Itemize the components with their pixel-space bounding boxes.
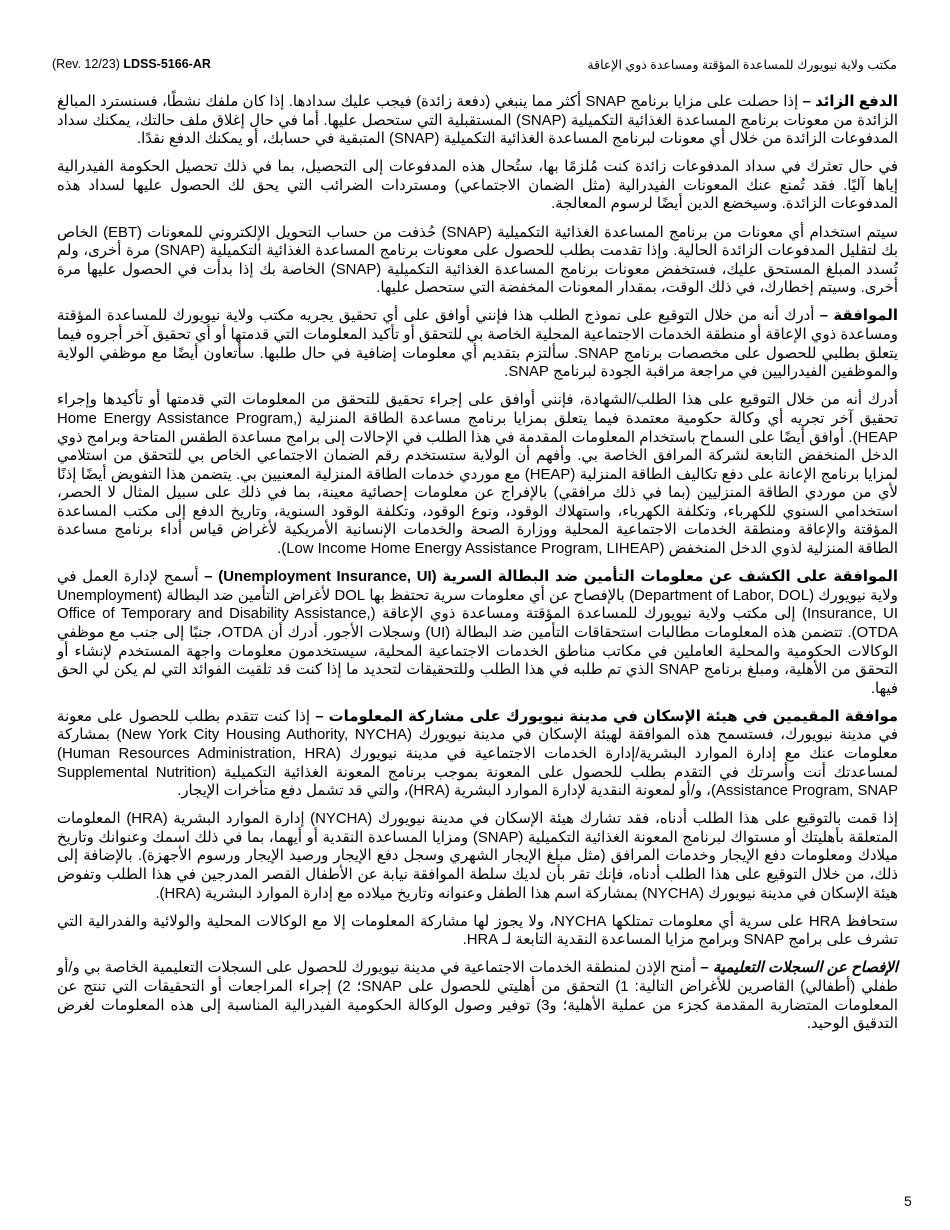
body-paragraph [57, 959, 898, 1033]
body-paragraph [57, 568, 898, 698]
agency-name: مكتب ولاية نيويورك للمساعدة المؤقتة ومساعدة ذوي الإعاقة [587, 58, 897, 72]
body-paragraph [57, 708, 898, 801]
body-paragraph [57, 224, 898, 298]
page-header [52, 57, 897, 77]
paragraph-text: ستحافظ HRA على سرية أي معلومات تمتلكها NYCHA، ولا يجوز لها مشاركة المعلومات إلا مع الوكالات المحلية والولائية والفدرالية التي تشرف على برامج SNAP وبرامج مزايا المساعدة النقدية التابعة لـ HRA. [57, 913, 898, 949]
paragraph-text: أدرك أنه من خلال التوقيع على هذا الطلب/الشهادة، فإنني أوافق على إجراء تحقيق للتحقق من المعلومات التي قدمتها أو تأكيدها وإجراء تحقيق آخر تجريه أي وكالة حكومية معتمدة فيما يتعلق بمزايا برنامج مساعدة الطاقة المنزلية (Home Energy Assistance Program, HEAP). أوافق أيضًا على السماح باستخدام المعلومات المقدمة في هذا الطلب في الإحالات إلى برامج مساعدة الطقس المتاحة وبرامج ذوي الدخل المنخفض التابعة لشركة المرافق الخاصة بي. وأفهم أن الولاية ستستخدم رقم الضمان الاجتماعي الخاص بي للتحقق من استلامي لمزايا برنامج الإعانة على دفع تكاليف الطاقة المنزلية (HEAP) مع موردي خدمات الطاقة المنزلية المعنيين بي. يتضمن هذا التفويض أيضًا إذنًا لأي من موردي الطاقة المنزليين (بما في ذلك مرافقي) بالإفراج عن معلومات إحصائية معينة، بما في ذلك على سبيل المثال لا الحصر، استخدامي السنوي للكهرباء، وتكلفة الكهرباء، واستهلاك الوقود، ونوع الوقود، وتكلفة الوقود السنوية، وتاريخ الدفع إلى مكتب المساعدة المؤقتة والإعاقة ومنطقة الخدمات الاجتماعية المحلية ووزارة الصحة والخدمات الإنسانية الأمريكية لأغراض قياس أداء برنامج مساعدة الطاقة المنزلية لذوي الدخل المنخفض (Low Income Home Energy Assistance Program, LIHEAP). [57, 392, 899, 558]
form-revision: (Rev. 12/23) [52, 57, 120, 71]
paragraph-text: سيتم استخدام أي معونات من برنامج المساعدة الغذائية التكميلية (SNAP) حُذفت من حساب التحويل الإلكتروني للمعونات (EBT) الخاص بك لتقليل المدفوعات الزائدة الحالية. وإذا تقدمت بطلب للحصول على معونات برنامج المساعدة الغذائية التكميلية (SNAP) مرة أخرى، ولم تُسدد المبلغ المستحق عليك، فستخفض معونات برنامج المساعدة الغذائية التكميلية (SNAP) الخاصة بك إذا بدأت في الحصول عليها مرة أخرى. وسيتم إخطارك، في ذلك الوقت، بمقدار المعونات المخفضة التي ستحصل عليها. [57, 224, 899, 297]
paragraph-heading: الدفع الزائد – [798, 94, 898, 110]
paragraph-text: أمنح الإذن لمنطقة الخدمات الاجتماعية في مدينة نيويورك للحصول على السجلات التعليمية الخاصة بي و/أو طفلي (أطفالي) القاصرين للأغراض التالية: 1) التحقق من أهليتي للحصول على SNAP؛ 2) إجراء المراجعات أو التحقيقات التي تنتج عن المعلومات المتضاربة المقدمة كجزء من عملية الأهلية؛ و3) توفير وصول الوكالة الحكومية الفيدرالية المناسبة إلى هذه المعلومات لغرض التدقيق الوحيد. [57, 960, 898, 1033]
body-paragraph [57, 307, 898, 381]
paragraph-text: إذا كنت تتقدم بطلب للحصول على معونة في مدينة نيويورك، فستسمح هذه الموافقة لهيئة الإسكان في مدينة نيويورك (New York City Housing Authority, NYCHA) بمشاركة معلومات عنك مع إدارة الموارد البشرية/إدارة الخدمات الاجتماعية في مدينة نيويورك (Human Resources Administration, HRA) لمساعدتك أنت وأسرتك في التقدم بطلب للحصول على المعونة بموجب برنامج المعونة الغذائية التكميلية (Supplemental Nutrition Assistance Program, SNAP)، و/أو لمعونة النقدية لإدارة الموارد البشرية (HRA)، والتي قد تشمل دفع متأخرات الإيجار. [57, 708, 899, 800]
document-body [57, 93, 898, 1043]
form-number: LDSS-5166-AR [123, 57, 211, 71]
body-paragraph [57, 913, 898, 950]
form-identifier [52, 57, 211, 71]
paragraph-heading: موافقة المقيمين في هيئة الإسكان في مدينة نيويورك على مشاركة المعلومات – [310, 708, 898, 725]
paragraph-text: أدرك أنه من خلال التوقيع على نموذج الطلب هذا فإنني أوافق على أي تحقيق يجريه مكتب ولاية نيويورك للمساعدة المؤقتة ومساعدة ذوي الإعاقة أو منطقة الخدمات الاجتماعية المحلية الخاصة بي للتحقق أو تأكيد المعلومات التي قدمتها أو أي تحقيق آخر أجروه فيما يتعلق بطلبي للحصول على مخصصات برنامج SNAP. سألتزم بتقديم أي معلومات إضافية في حال طلبها. سأتعاون أيضًا مع موظفي الولاية والموظفين الفيدراليين في مراجعة مراقبة الجودة لبرنامج SNAP. [57, 308, 899, 381]
body-paragraph [57, 810, 898, 903]
body-paragraph [57, 158, 898, 214]
paragraph-text: إذا حصلت على مزايا برنامج SNAP أكثر مما ينبغي (دفعة زائدة) فيجب عليك سدادها. إذا كان ملفك نشطًا، فسنسترد المبالغ الزائدة من معونات برنامج المساعدة الغذائية التكميلية (SNAP) المستقبلية التي ستحصل عليها. أما في حال إغلاق ملف حالتك، يمكنك سداد المدفوعات الزائدة من خلال أي معونات لبرنامج المساعدة الغذائية التكميلية (SNAP) المتبقية في حسابك، أو يمكنك الدفع نقدًا. [57, 94, 898, 148]
paragraph-text: إذا قمت بالتوقيع على هذا الطلب أدناه، فقد تشارك هيئة الإسكان في مدينة نيويورك (NYCHA) إدارة الموارد البشرية (HRA) المعلومات المتعلقة بأهليتك أو مستواك لبرنامج المعونة الغذائية التكميلية (SNAP) ومزايا المساعدة النقدية أو أيهما، بما في ذلك اسمك وعنوانك وتاريخ ميلادك ومعلومات دفع الإيجار وخدمات المرافق (مثل مبلغ الإيجار الشهري وسجل دفع الإيجار ورصيد الإيجار ورسوم الأجهزة). بالإضافة إلى ذلك، من خلال التوقيع على هذا الطلب أدناه، فإنك تقر بأن لديك سلطة الموافقة نيابة عن الأطفال القصر المدرجين في هذا الطلب وتفوض هيئة الإسكان في مدينة نيويورك (NYCHA) بمشاركة اسم هذا الطفل وعنوانه وتاريخ ميلاده مع إدارة الموارد البشرية (HRA). [57, 811, 898, 902]
paragraph-text: أسمح لإدارة العمل في ولاية نيويورك (Department of Labor, DOL) بالإفصاح عن أي معلومات سرية تحتفظ بها DOL لأغراض التأمين ضد البطالة (Unemployment Insurance, UI) إلى مكتب ولاية نيويورك للمساعدة المؤقتة ومساعدة ذوي الإعاقة (Office of Temporary and Disability Assistance, OTDA). تتضمن هذه المعلومات مطالبات استحقاقات التأمين ضد البطالة (UI) وسجلات الأجور. أدرك أن OTDA، جنبًا إلى جنب مع موظفي الوكالات الحكومية والمحلية العاملين في مكاتب مناطق الخدمات الاجتماعية المحلية، سيستخدمون معلومات واجهة المستخدم لإنشاء أو التحقق من الأهلية، ومبلغ برنامج SNAP الذي تم طلبه في هذا الطلب وللتحقيقات لتحديد ما إذا كنت قد تلقيت الفوائد التي لم يكن لي الحق فيها. [57, 569, 898, 697]
paragraph-heading: الموافقة على الكشف عن معلومات التأمين ضد البطالة السرية (Unemployment Insurance, UI) – [198, 569, 898, 586]
page-number: 5 [904, 1193, 912, 1209]
paragraph-text: في حال تعثرك في سداد المدفوعات زائدة كنت مُلزمًا بها، ستُحال هذه المدفوعات إلى التحصيل، بما في ذلك تحصيل الحكومة الفيدرالية إياها آليًا. فقد تُمنع عنك المعونات الفيدرالية (مثل الضمان الاجتماعي) ومستردات الضرائب التي يحق لك الحصول عليها لسداد هذه المدفوعات الزائدة. وسيخضع الدين أيضًا لرسوم المعالجة. [57, 159, 899, 213]
body-paragraph [57, 391, 898, 558]
paragraph-heading: الإفصاح عن السجلات التعليمية – [696, 960, 898, 977]
paragraph-heading: الموافقة – [814, 308, 898, 325]
body-paragraph [57, 93, 898, 149]
